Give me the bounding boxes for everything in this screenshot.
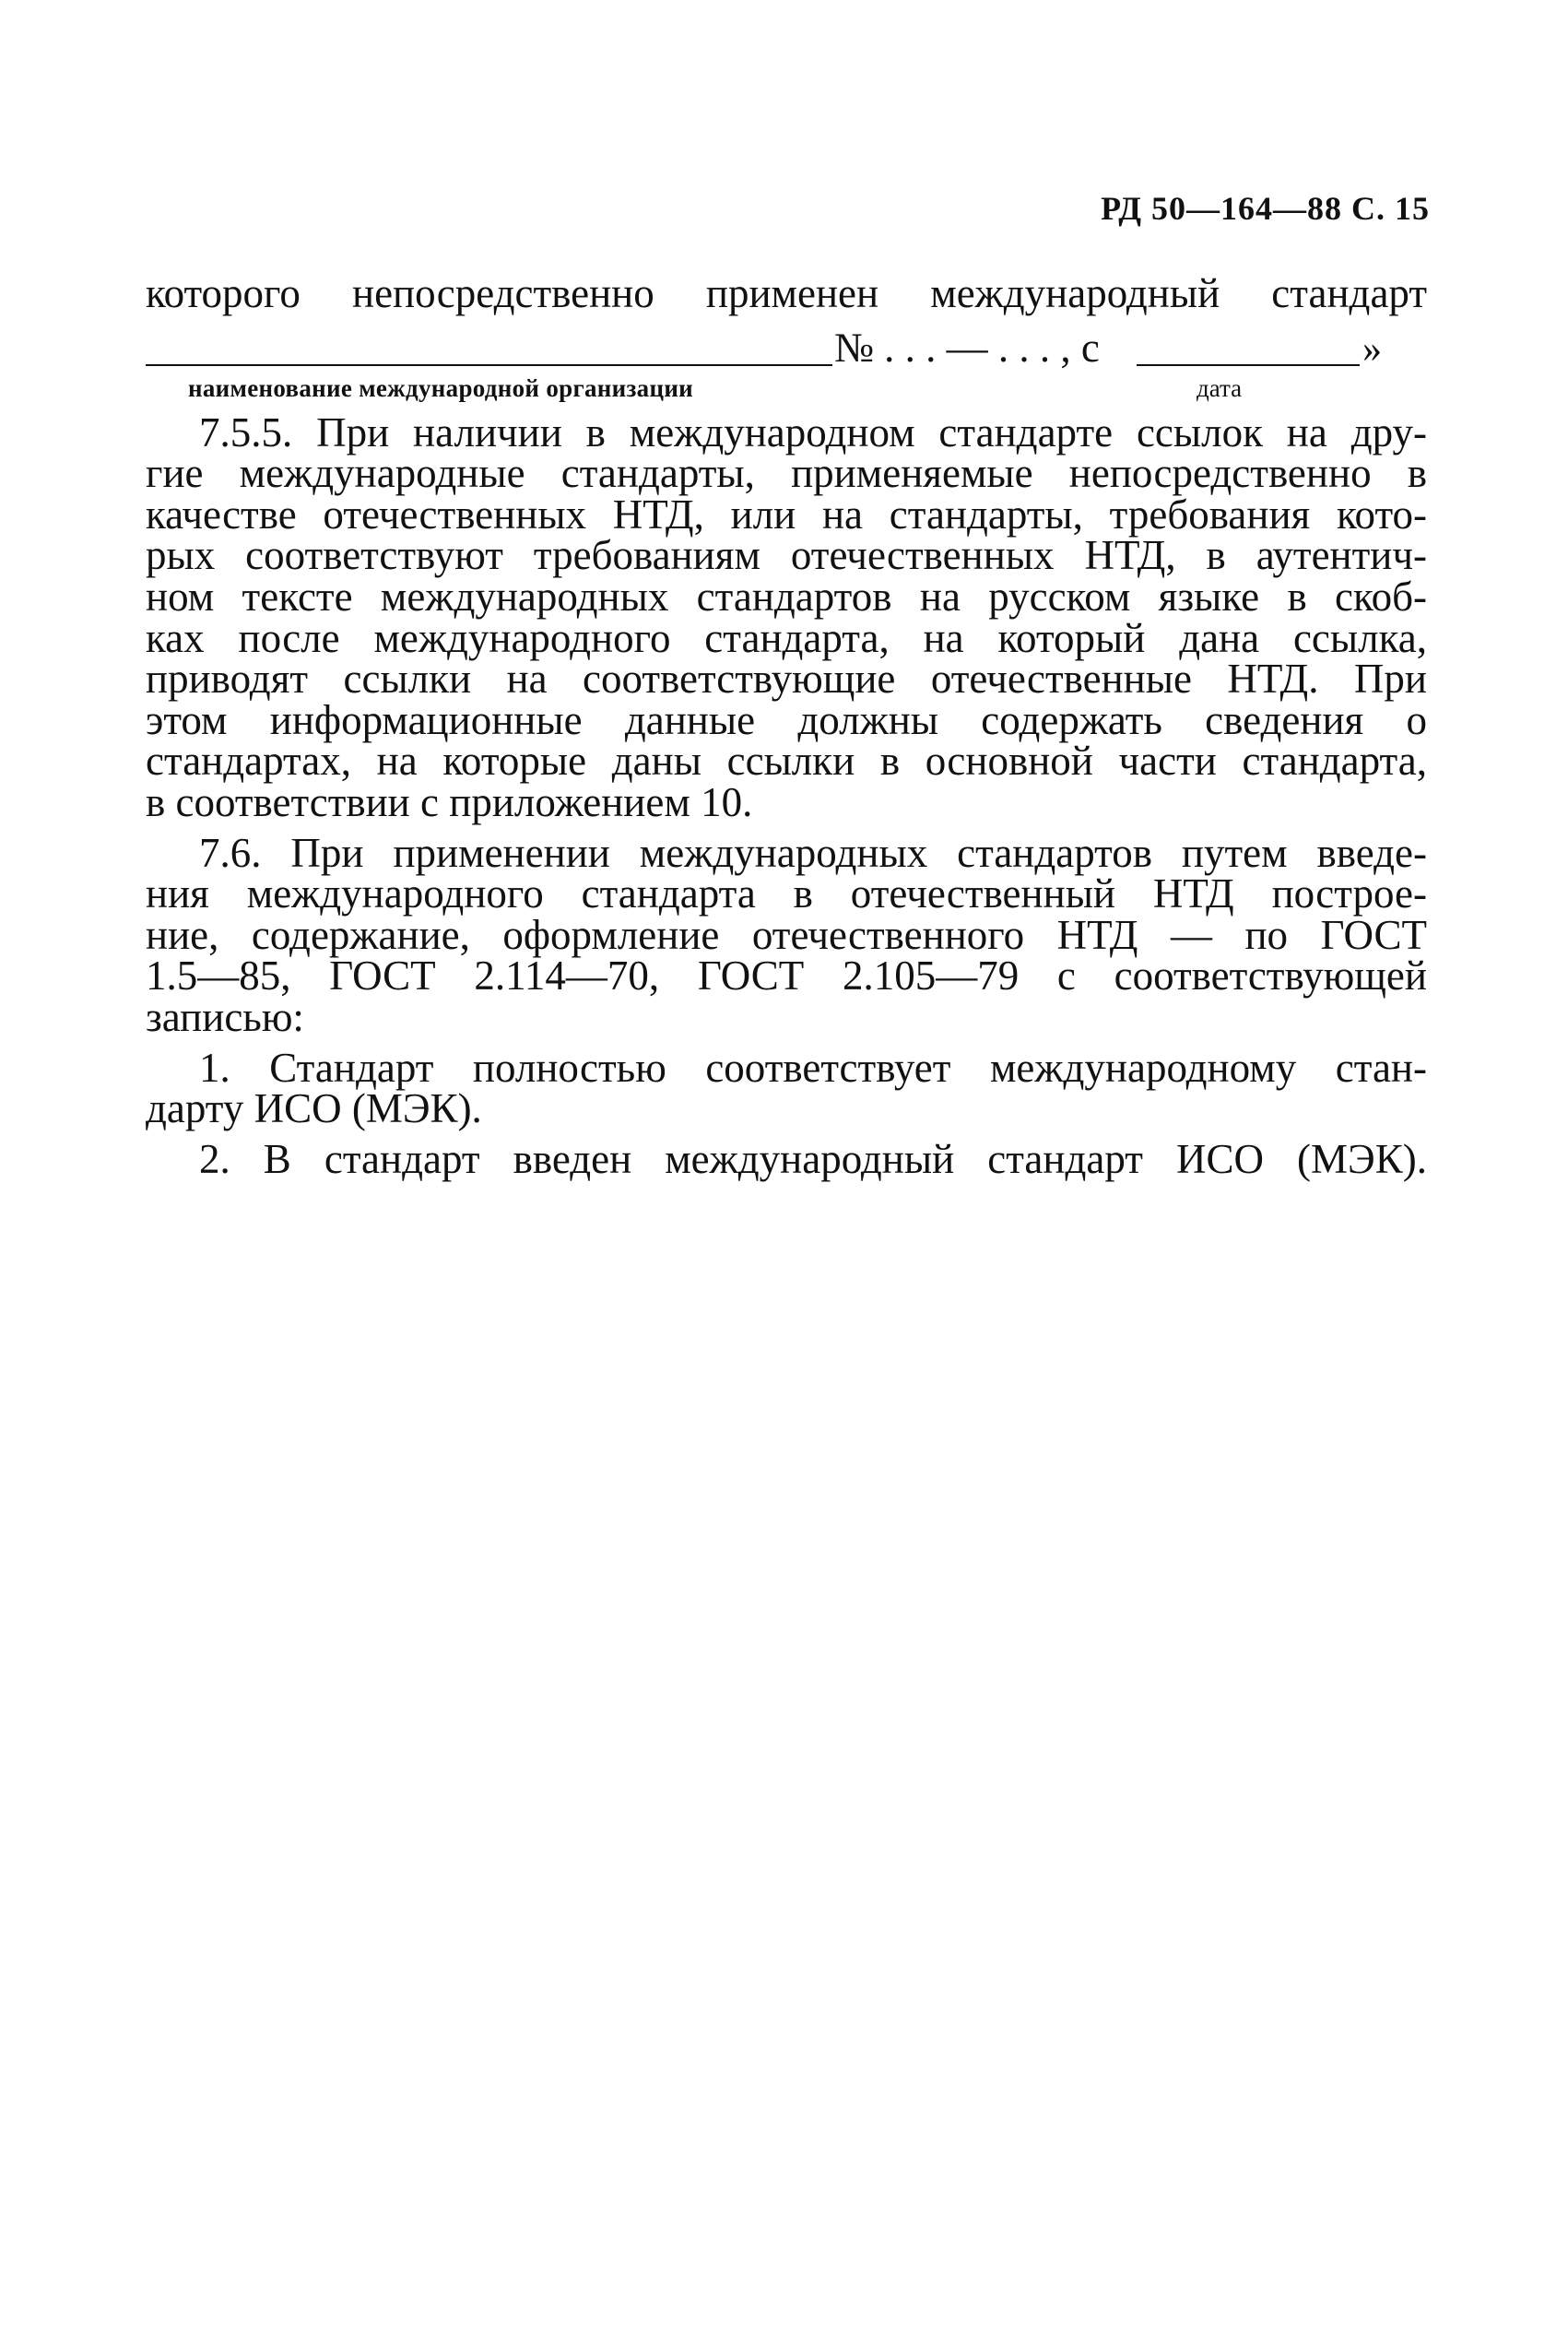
record-item-1 <box>146 1044 1427 1132</box>
paragraph-line: стандартах, на которые даны ссылки в основной части стандарта, <box>146 738 1427 785</box>
section-7-5-5 <box>146 408 1427 825</box>
document-body <box>146 270 1427 1189</box>
paragraph-line: приводят ссылки на соответствующие отечественные НТД. При <box>146 656 1427 703</box>
paragraph-line: гие международные стандарты, применяемые непосредственно в <box>146 450 1427 497</box>
form-number-text: № . . . — . . . , с <box>834 324 1100 371</box>
paragraph-line: 7.6. При применении международных стандартов путем введе- <box>199 829 1427 876</box>
intro-line: которого непосредственно применен международный стандарт <box>146 270 1427 316</box>
paragraph-line: ния международного стандарта в отечественный НТД построе- <box>146 870 1427 917</box>
paragraph-line: 1. Стандарт полностью соответствует международному стан- <box>199 1044 1427 1091</box>
paragraph-line: ках после международного стандарта, на который дана ссылка, <box>146 614 1427 661</box>
org-name-blank <box>146 364 832 366</box>
page-header: РД 50—164—88 С. 15 <box>1101 190 1430 227</box>
paragraph-line: рых соответствуют требованиям отечественных НТД, в аутентич- <box>146 532 1427 579</box>
paragraph-line: 2. В стандарт введен международный стандарт ИСО (МЭК). <box>199 1135 1427 1182</box>
date-caption: дата <box>1197 373 1243 402</box>
record-item-2 <box>146 1135 1427 1182</box>
paragraph-line: в соответствии с приложением 10. <box>146 778 753 825</box>
paragraph-line: 7.5.5. При наличии в международном стандарте ссылок на дру- <box>199 408 1427 456</box>
paragraph-line: записью: <box>146 993 304 1040</box>
date-blank <box>1137 364 1360 366</box>
form-closing-quote: » <box>1362 327 1382 371</box>
paragraph-line: ние, содержание, оформление отечественного НТД — по ГОСТ <box>146 911 1427 958</box>
paragraph-line: 1.5—85, ГОСТ 2.114—70, ГОСТ 2.105—79 с соответствующей <box>146 953 1427 1000</box>
org-caption: наименование международной организации <box>188 373 694 402</box>
paragraph-line: дарту ИСО (МЭК). <box>146 1085 482 1132</box>
paragraph-line: этом информационные данные должны содержать сведения о <box>146 696 1427 743</box>
reference-form <box>146 318 1427 403</box>
paragraph-line: ном тексте международных стандартов на русском языке в скоб- <box>146 573 1427 620</box>
paragraph-line: качестве отечественных НТД, или на стандарты, требования кото- <box>146 491 1427 538</box>
section-7-6 <box>146 829 1427 1040</box>
